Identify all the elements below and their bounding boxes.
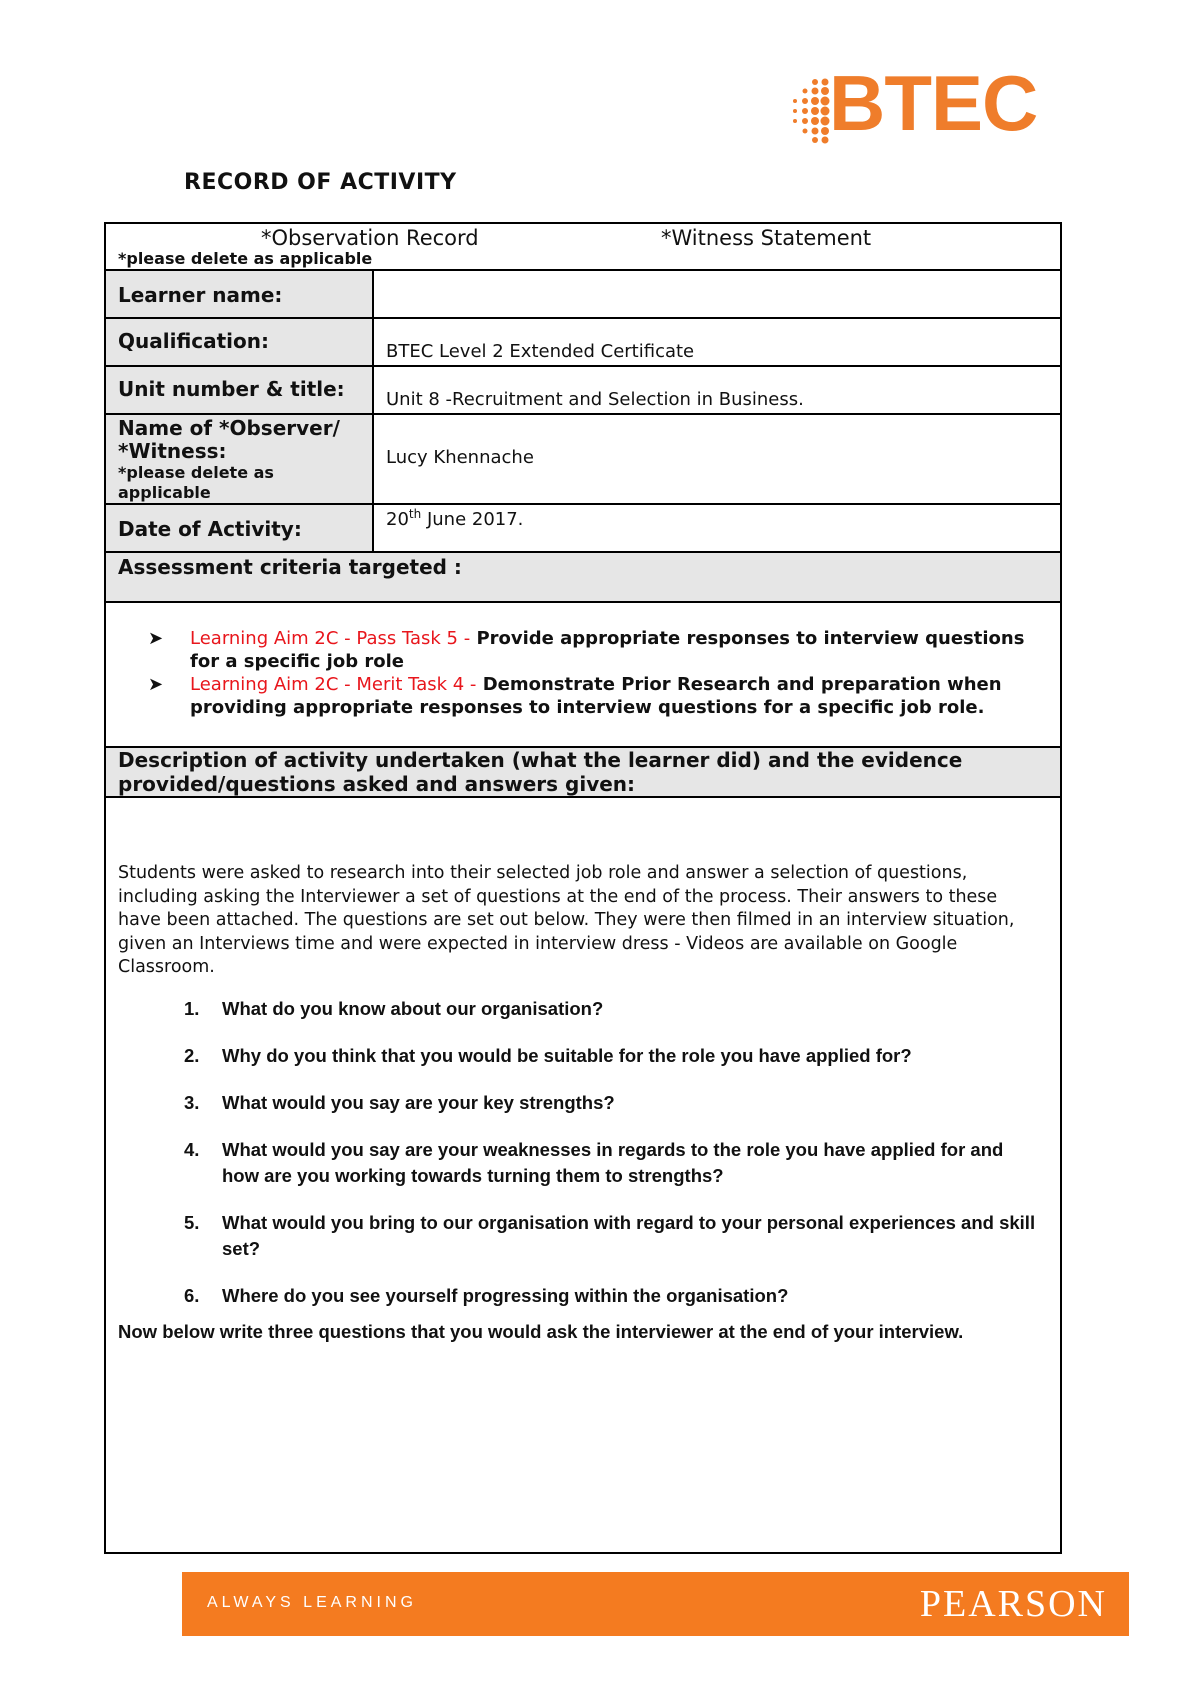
question-number: 5. [184, 1212, 200, 1233]
observer-row [106, 415, 1060, 505]
observer-label-cell [106, 415, 374, 503]
btec-logo [785, 59, 1038, 150]
unit-label: Unit number & title: [106, 367, 374, 413]
criteria-item [148, 627, 1042, 673]
criteria-list [148, 627, 1042, 719]
criteria-aim: Learning Aim 2C - Pass Task 5 - [190, 628, 471, 649]
description-body [106, 798, 1060, 1552]
observer-delete-note: *please delete as applicable [118, 463, 274, 502]
learner-name-row [106, 271, 1060, 319]
interview-questions-list [184, 996, 1042, 1330]
activity-record-form [104, 222, 1062, 1554]
question-item [184, 1283, 1042, 1309]
question-item [184, 1043, 1042, 1069]
question-text: What would you say are your weaknesses in regards to the role you have applied for and how are you working towards turning them to strengths? [222, 1139, 1004, 1186]
question-item [184, 1090, 1042, 1116]
record-type-row [106, 224, 1060, 271]
date-rest: June 2017. [421, 509, 524, 530]
description-heading-row [106, 748, 1060, 798]
date-suffix: th [408, 507, 422, 521]
question-text: What would you say are your key strengths? [222, 1092, 615, 1113]
assessment-heading-row [106, 553, 1060, 603]
criteria-aim: Learning Aim 2C - Merit Task 4 - [190, 674, 477, 695]
qualification-label: Qualification: [106, 319, 374, 365]
pearson-footer [182, 1572, 1129, 1636]
delete-note: *please delete as applicable [118, 249, 373, 268]
qualification-row [106, 319, 1060, 367]
question-text: What do you know about our organisation? [222, 998, 604, 1019]
question-number: 1. [184, 998, 200, 1019]
criteria-text: Demonstrate Prior Research and preparation when providing appropriate responses to interview questions for a specific job role. [190, 674, 1002, 718]
criteria-item [148, 673, 1042, 719]
arrow-bullet-icon: ➤ [148, 628, 164, 649]
criteria-row [106, 603, 1060, 748]
question-number: 2. [184, 1045, 200, 1066]
question-text: Why do you think that you would be suitable for the role you have applied for? [222, 1045, 912, 1066]
pearson-logo: PEARSON [919, 1583, 1107, 1625]
question-number: 4. [184, 1139, 200, 1160]
assessment-heading: Assessment criteria targeted : [118, 555, 462, 579]
date-day: 20 [386, 509, 409, 530]
observation-record-option: *Observation Record [261, 226, 479, 250]
question-item [184, 1137, 1042, 1189]
observer-label: Name of *Observer/ *Witness: [118, 416, 340, 463]
learner-name-field[interactable] [374, 271, 1060, 317]
witness-statement-option: *Witness Statement [661, 226, 872, 250]
question-text: Where do you see yourself progressing within the organisation? [222, 1285, 789, 1306]
closing-instruction: Now below write three questions that you would ask the interviewer at the end of your interview. [118, 1321, 964, 1342]
description-heading: Description of activity undertaken (what the learner did) and the evidence provided/questions asked and answers given: [118, 748, 963, 796]
arrow-bullet-icon: ➤ [148, 674, 164, 695]
question-number: 3. [184, 1092, 200, 1113]
description-text: Students were asked to research into their selected job role and answer a selection of questions, including asking the Interviewer a set of questions at the end of the process. Their answers to these have been attached. The questions are set out below. They were then filmed in an interview situation, given an Interviews time and were expected in interview dress - Videos are available on Google Classroom. [118, 863, 1015, 977]
question-number: 6. [184, 1285, 200, 1306]
date-label: Date of Activity: [106, 505, 374, 551]
btec-dots-icon [785, 76, 833, 146]
btec-logo-text: BTEC [829, 59, 1038, 147]
question-text: What would you bring to our organisation with regard to your personal experiences and skill set? [222, 1212, 1036, 1259]
learner-name-label: Learner name: [106, 271, 374, 317]
question-item [184, 996, 1042, 1022]
qualification-value[interactable]: BTEC Level 2 Extended Certificate [386, 341, 695, 362]
date-row [106, 505, 1060, 553]
observer-name-value[interactable]: Lucy Khennache [386, 447, 534, 468]
unit-row [106, 367, 1060, 415]
question-item [184, 1210, 1042, 1262]
page-title: RECORD OF ACTIVITY [184, 170, 457, 195]
footer-tagline: ALWAYS LEARNING [207, 1594, 417, 1611]
criteria-text: Provide appropriate responses to interview questions for a specific job role [190, 628, 1025, 672]
date-value[interactable] [374, 505, 1060, 551]
unit-value[interactable]: Unit 8 -Recruitment and Selection in Business. [386, 389, 804, 410]
